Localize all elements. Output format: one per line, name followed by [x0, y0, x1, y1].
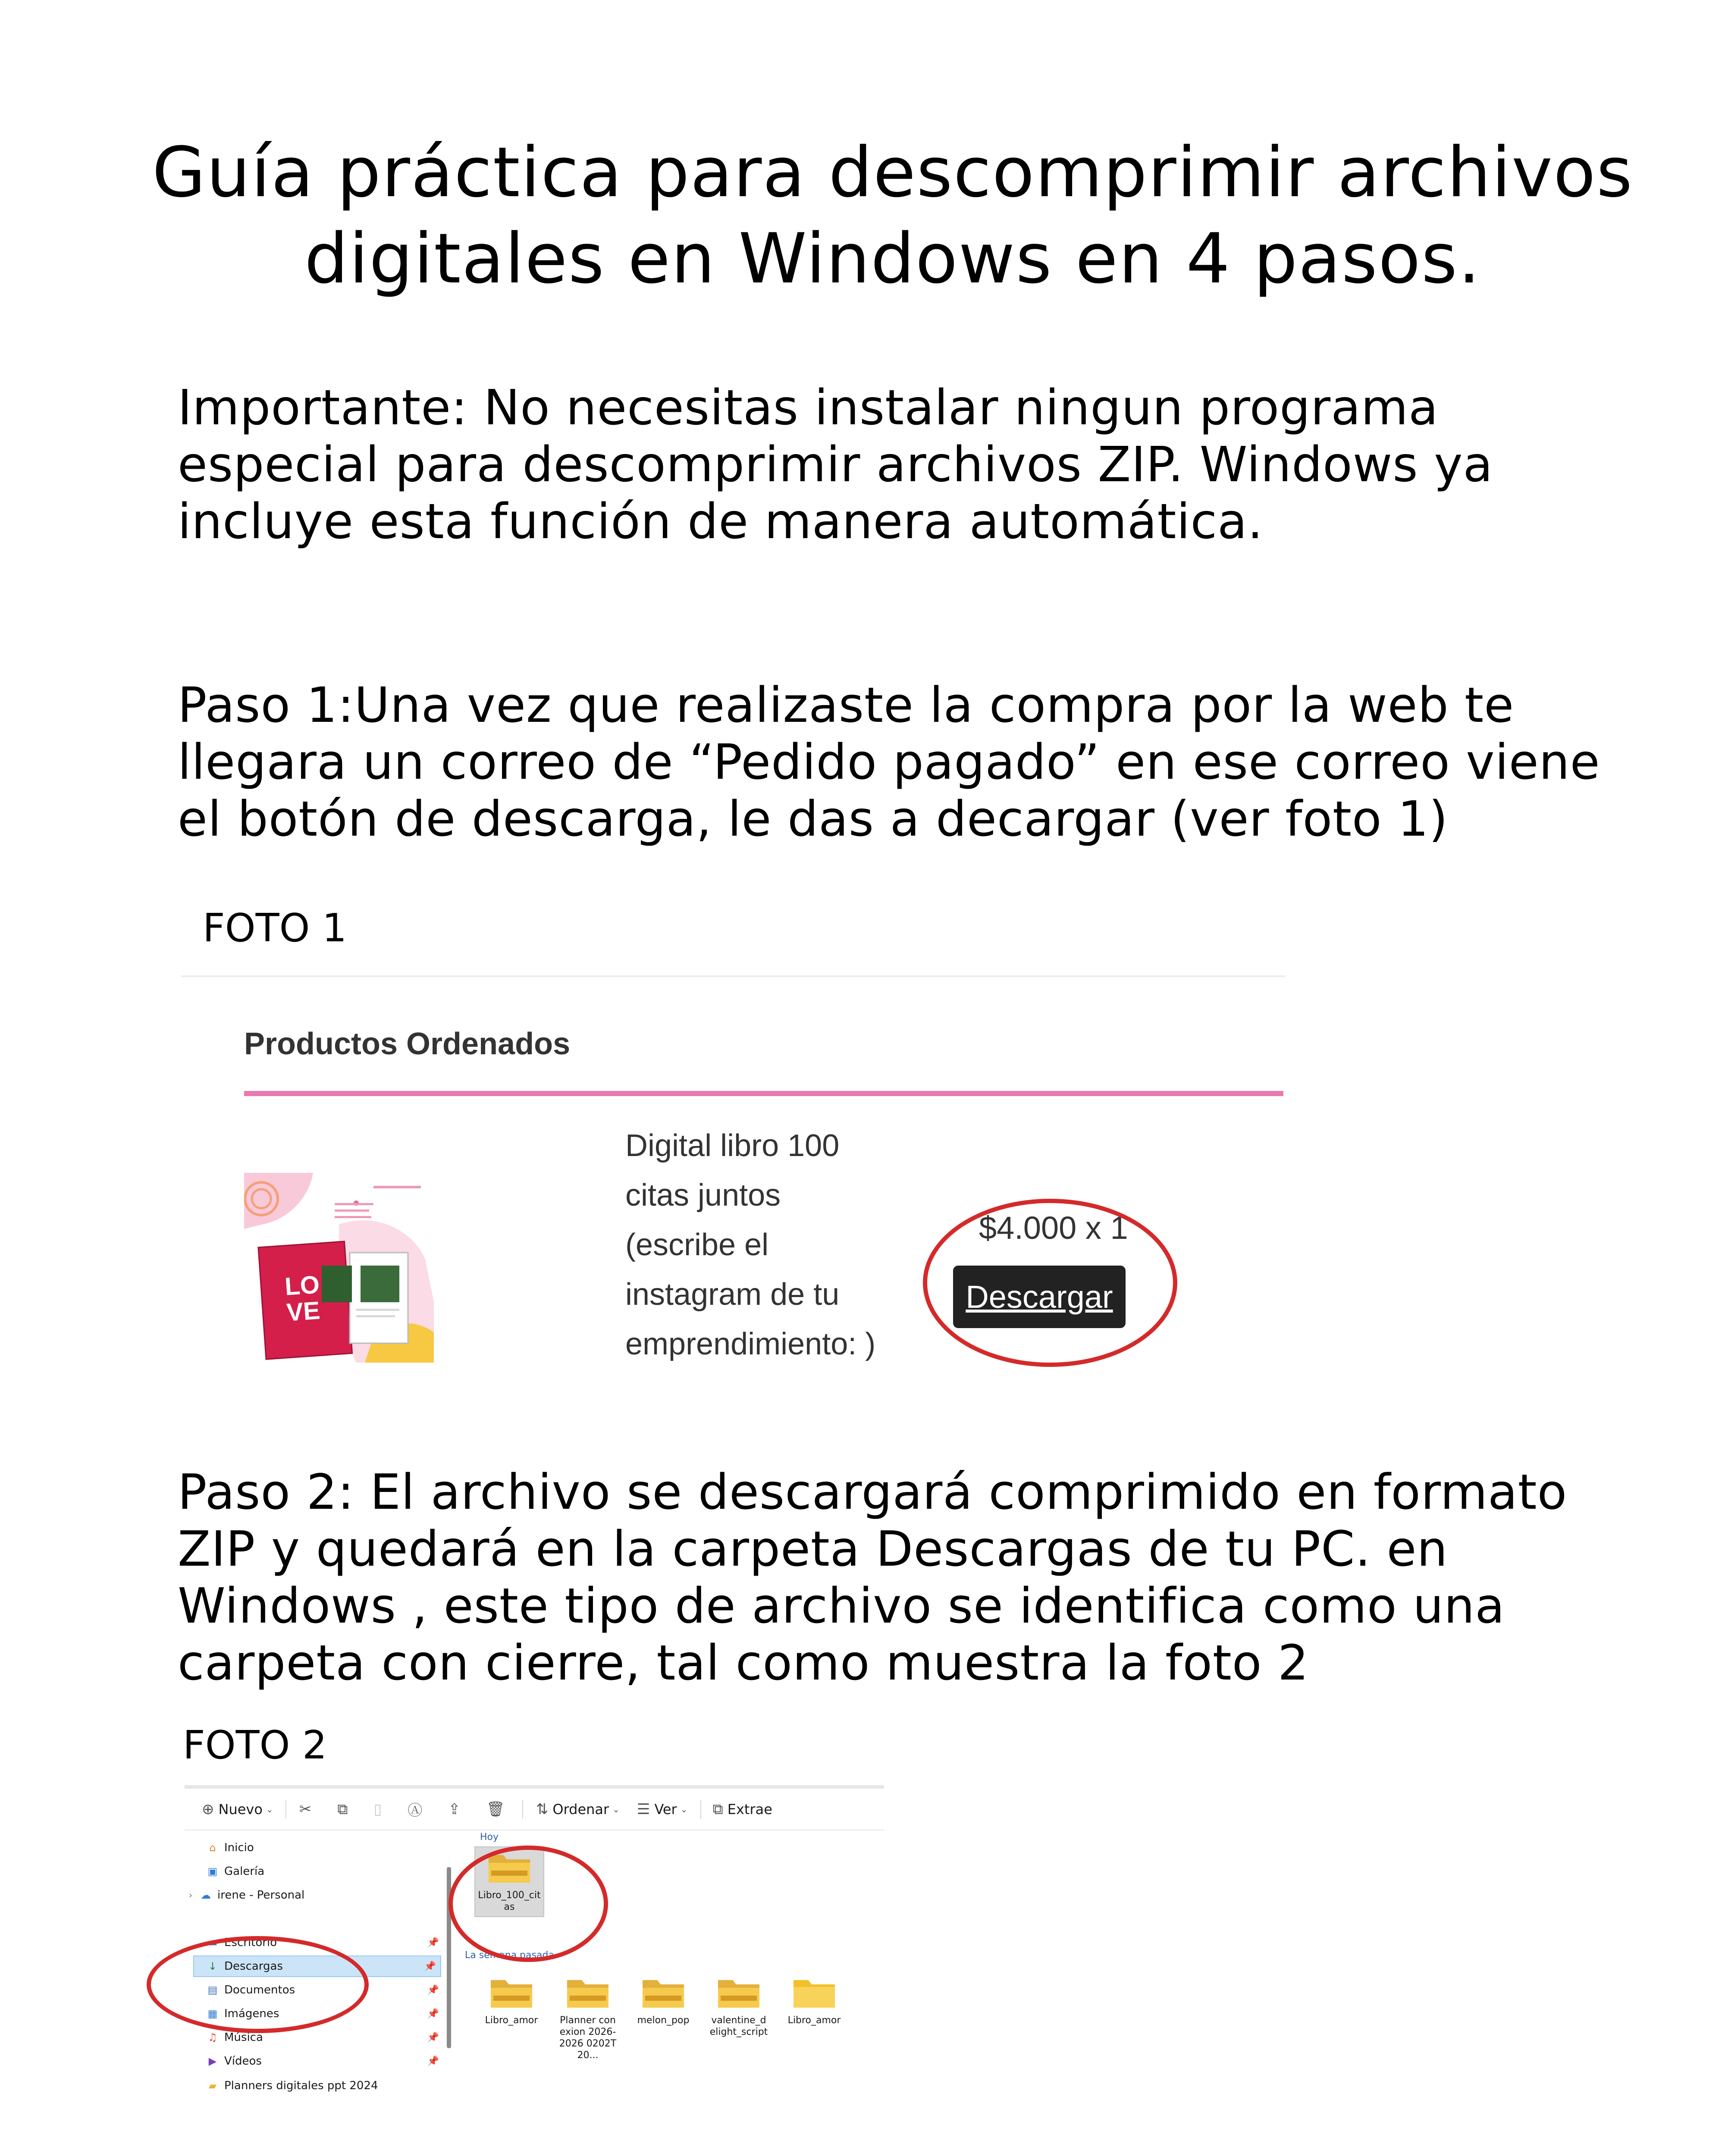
nav-item-downloads[interactable]: ↓ Descargas 📌	[193, 1955, 441, 1977]
nav-item-gallery[interactable]: ▣ Galería	[206, 1861, 264, 1882]
desktop-icon: ▬	[207, 1937, 218, 1949]
plus-circle-icon: ⊕	[202, 1800, 214, 1818]
explorer-toolbar	[185, 1789, 884, 1830]
pin-icon: 📌	[427, 2032, 439, 2043]
nav-item-documents[interactable]: ▤ Documentos 📌	[206, 1979, 443, 2001]
photo-1-label: FOTO 1	[203, 906, 347, 951]
folder-item[interactable]	[481, 1976, 542, 2026]
nav-item-desktop[interactable]: ▬ Escritorio 📌	[206, 1932, 443, 1953]
new-button[interactable]	[202, 1801, 273, 1818]
folder-item[interactable]	[633, 1976, 693, 2026]
folder-item[interactable]	[709, 1976, 769, 2038]
document-icon: ▤	[207, 1984, 218, 1996]
chevron-right-icon: ›	[189, 1890, 192, 1900]
folder-icon	[565, 1976, 610, 2010]
pink-divider	[244, 1091, 1283, 1096]
music-icon: ♫	[208, 2031, 217, 2043]
copy-icon[interactable]: ⧉	[337, 1800, 348, 1818]
email-top-divider	[181, 975, 1285, 977]
folder-icon	[641, 1976, 686, 2010]
home-icon: ⌂	[209, 1842, 216, 1854]
ordered-products-heading: Productos Ordenados	[244, 1027, 571, 1061]
pin-icon: 📌	[427, 1984, 439, 1996]
folder-name: Libro_amor	[485, 2015, 538, 2026]
nav-item-music[interactable]: ♫ Música 📌	[206, 2027, 443, 2048]
view-label: Ver	[654, 1801, 677, 1818]
pin-icon: 📌	[427, 2056, 439, 2067]
product-name: Digital libro 100 citas juntos (escribe el instagram de tu emprendimiento: )	[625, 1128, 876, 1361]
folder-icon	[489, 1976, 534, 2010]
photo-2-label: FOTO 2	[183, 1723, 327, 1768]
new-label: Nuevo	[218, 1801, 263, 1818]
folder-name: Planner conexion 2026-2026 0202T20...	[559, 2015, 617, 2061]
highlight-circle-downloads	[147, 1936, 369, 2033]
folder-name: valentine_delight_script	[709, 2015, 768, 2037]
extract-label: Extrae	[727, 1801, 772, 1818]
nav-item-home[interactable]: ⌂ Inicio	[206, 1837, 254, 1858]
nav-item-onedrive[interactable]: › ☁ irene - Personal	[189, 1889, 305, 1902]
product-price: $4.000 x 1	[979, 1210, 1128, 1246]
download-arrow-icon: ↓	[208, 1960, 217, 1972]
product-thumbnail	[244, 1173, 434, 1363]
pin-icon: 📌	[427, 1937, 439, 1948]
cut-icon[interactable]: ✂	[299, 1800, 312, 1818]
folder-name: melon_pop	[637, 2015, 690, 2026]
folder-icon	[716, 1976, 761, 2010]
svg-text:VE: VE	[285, 1296, 321, 1327]
svg-text:LO: LO	[284, 1270, 321, 1301]
nav-item-images[interactable]: ▦ Imágenes 📌	[206, 2003, 443, 2024]
folder-icon: ▰	[208, 2080, 217, 2092]
view-icon: ☰	[637, 1800, 650, 1818]
share-icon[interactable]: ⇪	[448, 1800, 461, 1818]
delete-icon[interactable]: 🗑	[486, 1800, 505, 1818]
cloud-icon: ☁	[201, 1889, 211, 1901]
zip-folder-name: Libro_100_citas	[478, 1890, 541, 1912]
folder-name: Libro_amor	[787, 2015, 841, 2026]
pin-icon: 📌	[427, 2008, 439, 2019]
sort-icon: ⇅	[536, 1800, 549, 1818]
image-icon: ▦	[207, 2008, 218, 2020]
step-2-text: Paso 2: El archivo se descargará comprimido en formato ZIP y quedará en la carpeta Descargas de tu PC. en Windows , este tipo de archivo se identifica como una carpeta con cierre, tal como muestra la foto 2	[178, 1464, 1568, 1691]
intro-note: Importante: No necesitas instalar ningun programa especial para descomprimir archivos ZIP. Windows ya incluye esta función de manera automática.	[178, 380, 1493, 550]
nav-item-videos[interactable]: ▶ Vídeos 📌	[206, 2050, 443, 2072]
chevron-down-icon: ⌄	[266, 1804, 273, 1814]
highlight-circle-download	[923, 1199, 1177, 1367]
sort-label: Ordenar	[552, 1801, 609, 1818]
extract-button[interactable]	[712, 1801, 772, 1818]
pin-icon: 📌	[424, 1961, 436, 1972]
video-icon: ▶	[208, 2055, 217, 2067]
group-label-last-week: La semana pasada	[465, 1950, 554, 1961]
rename-icon[interactable]: Ⓐ	[408, 1802, 423, 1819]
group-label-today: Hoy	[480, 1832, 499, 1843]
highlight-circle-zip	[448, 1846, 608, 1962]
folder-icon	[792, 1976, 837, 2010]
extract-icon: ⧉	[712, 1800, 723, 1818]
sort-button[interactable]	[536, 1801, 620, 1818]
nav-item-planners[interactable]: ▰ Planners digitales ppt 2024	[206, 2075, 378, 2096]
folder-item[interactable]	[558, 1976, 618, 2061]
download-button[interactable]: Descargar	[953, 1266, 1126, 1328]
gallery-icon: ▣	[207, 1865, 218, 1877]
step-1-text: Paso 1:Una vez que realizaste la compra por la web te llegara un correo de “Pedido pagado” en ese correo viene el botón de descarga, le das a decargar (ver foto 1)	[178, 677, 1600, 847]
paste-icon[interactable]: ▯	[373, 1800, 382, 1818]
chevron-down-icon: ⌄	[612, 1804, 620, 1814]
page-title: Guía práctica para descomprimir archivos digitales en Windows en 4 pasos.	[152, 132, 1634, 299]
folder-item[interactable]	[784, 1976, 844, 2026]
chevron-down-icon: ⌄	[680, 1804, 688, 1814]
view-button[interactable]	[637, 1801, 688, 1818]
